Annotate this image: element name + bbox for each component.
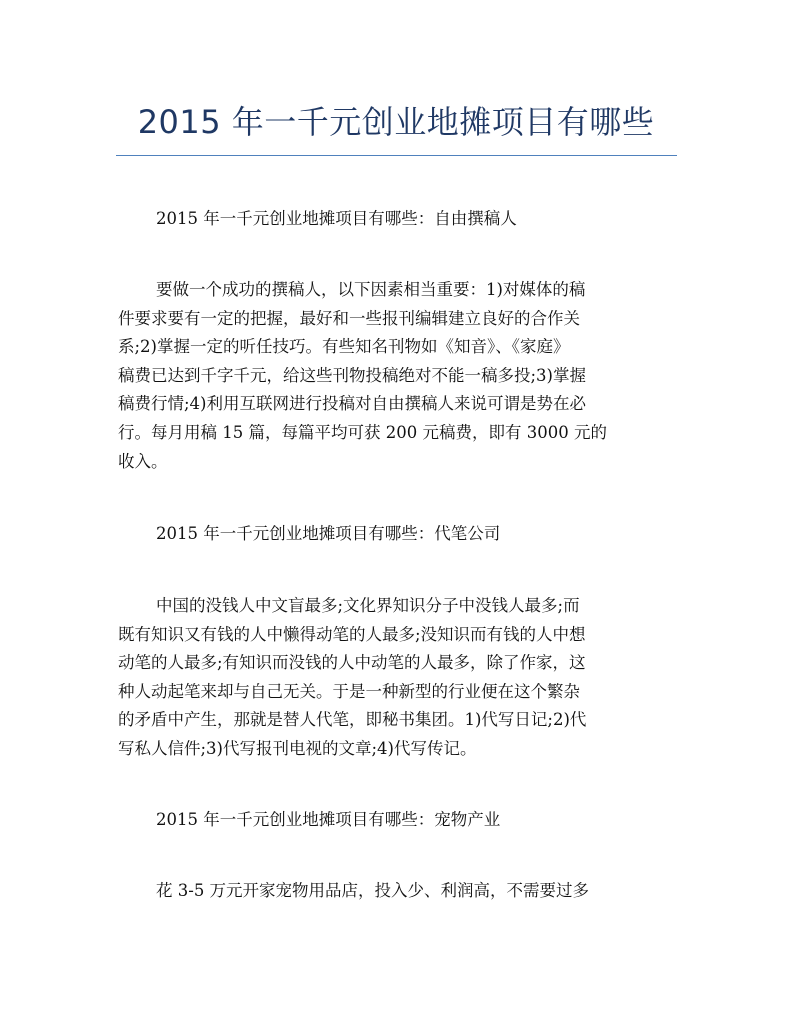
section-heading-freelance-writer: 2015 年一千元创业地摊项目有哪些：自由撰稿人 bbox=[156, 209, 517, 228]
title-underline bbox=[116, 155, 677, 156]
section-paragraph-ghostwriting-company: 中国的没钱人中文盲最多;文化界知识分子中没钱人最多;而 既有知识又有钱的人中懒得动笔的人最多;没知识而有钱的人中想 动笔的人最多;有知识而没钱的人中动笔的人最多，除了作家，这 种人动起笔来却与自己无关。于是一种新型的行业便在这个繁杂 的矛盾中产生，那就是替人代笔，即秘书集团。1)代写日记;2)代 写私人信件;3)代写报刊电视的文章;4)代写传记。 bbox=[118, 596, 587, 758]
document-title: 2015 年一千元创业地摊项目有哪些 bbox=[137, 103, 655, 141]
section-paragraph-freelance-writer: 要做一个成功的撰稿人，以下因素相当重要：1)对媒体的稿 件要求要有一定的把握，最好和一些报刊编辑建立良好的合作关 系;2)掌握一定的听任技巧。有些知名刊物如《知音》、《家庭》 稿费已达到千字千元，给这些刊物投稿绝对不能一稿多投;3)掌握 稿费行情;4)利用互联网进行投稿对自由撰稿人来说可谓是势在必 行。每月用稿 15 篇，每篇平均可获 200 元稿费，即有 3000 元的 收入。 bbox=[118, 280, 607, 471]
section-heading-pet-industry: 2015 年一千元创业地摊项目有哪些：宠物产业 bbox=[156, 810, 501, 829]
section-paragraph-pet-industry: 花 3-5 万元开家宠物用品店，投入少、利润高，不需要过多 bbox=[156, 881, 590, 900]
section-heading-ghostwriting-company: 2015 年一千元创业地摊项目有哪些：代笔公司 bbox=[156, 524, 501, 543]
